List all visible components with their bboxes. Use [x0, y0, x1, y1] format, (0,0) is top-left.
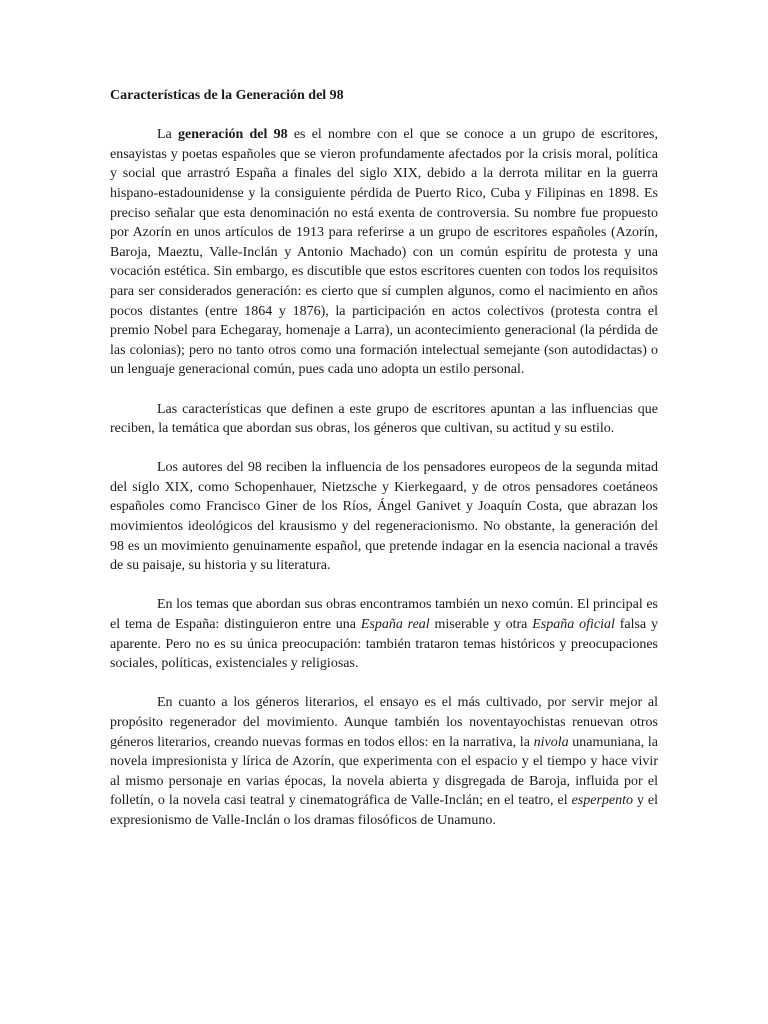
italic-text: esperpento — [571, 793, 633, 809]
paragraph — [110, 595, 658, 673]
document-page — [110, 86, 658, 831]
italic-text: España real — [360, 617, 430, 633]
text-segment: Las características que definen a este grupo de escritores apuntan a las influencias que reciben, la temática que abordan sus obras, los géneros que cultivan, su actitud y su estilo. — [110, 401, 658, 437]
paragraph — [110, 693, 658, 830]
text-segment: falsa y aparente. Pero no es su única preocupación: también trataron temas históricos y preocupaciones sociales, políticas, existenciales y religiosas. — [110, 617, 658, 672]
text-segment: La — [157, 127, 178, 143]
text-segment: Los autores del 98 reciben la influencia de los pensadores europeos de la segunda mitad del siglo XIX, como Schopenhauer, Nietzsche y Kierkegaard, y de otros pensadores coetáneos españoles como Francisco Giner de los Ríos, Ángel Ganivet y Joaquín Costa, que abrazan los movimientos ideológicos del krausismo y del regeneracionismo. No obstante, la generación del 98 es un movimiento genuinamente español, que pretende indagar en la esencia nacional a través de su paisaje, su historia y su literatura. — [110, 460, 658, 574]
document-body — [110, 125, 658, 830]
paragraph — [110, 125, 658, 380]
document-title: Características de la Generación del 98 — [110, 88, 344, 103]
text-segment: es el nombre con el que se conoce a un grupo de escritores, ensayistas y poetas españoles que se vieron profundamente afectados por la crisis moral, política y social que arrastró España a finales del siglo XIX, debido a la derrota militar en la guerra hispano-estadounidense y la consiguiente pérdida de Puerto Rico, Cuba y Filipinas en 1898. Es preciso señalar que esta denominación no está exenta de controversia. Su nombre fue propuesto por Azorín en unos artículos de 1913 para referirse a un grupo de escritores españoles (Azorín, Baroja, Maeztu, Valle-Inclán y Antonio Machado) con un común espíritu de protesta y una vocación estética. Sin embargo, es discutible que estos escritores cuenten con todos los requisitos para ser considerados generación: es cierto que sí cumplen algunos, como el nacimiento en años pocos distantes (entre 1864 y 1876), la participación en actos colectivos (protesta contra el premio Nobel para Echegaray, homenaje a Larra), un acontecimiento generacional (la pérdida de las colonias); pero no tanto otros como una formación intelectual semejante (son autodidactas) o un lenguaje generacional común, pues cada uno adopta un estilo personal. — [110, 127, 658, 378]
text-segment: miserable y otra — [429, 617, 533, 633]
text-segment: En cuanto a los géneros literarios, el ensayo es el más cultivado, por servir mejor al propósito regenerador del movimiento. Aunque también los noventayochistas renuevan otros géneros literarios, creando nuevas formas en todos ellos: en la narrativa, la — [110, 695, 658, 750]
text-segment: y el expresionismo de Valle-Inclán o los dramas filosóficos de Unamuno. — [110, 793, 658, 828]
text-segment: En los temas que abordan sus obras encontramos también un nexo común. El principal es el tema de España: distinguieron entre una — [110, 597, 658, 633]
bold-text: generación del 98 — [177, 127, 288, 143]
paragraph — [110, 458, 658, 576]
paragraph — [110, 400, 658, 439]
italic-text: España oficial — [532, 617, 615, 633]
text-segment: unamuniana, la novela impresionista y lírica de Azorín, que experimenta con el espacio y el tiempo y hace vivir al mismo personaje en varias épocas, la novela abierta y disgregada de Baroja, influida por el folletín, o la novela casi teatral y cinematográfica de Valle-Inclán; en el teatro, el — [110, 734, 658, 809]
italic-text: nivola — [533, 734, 569, 750]
